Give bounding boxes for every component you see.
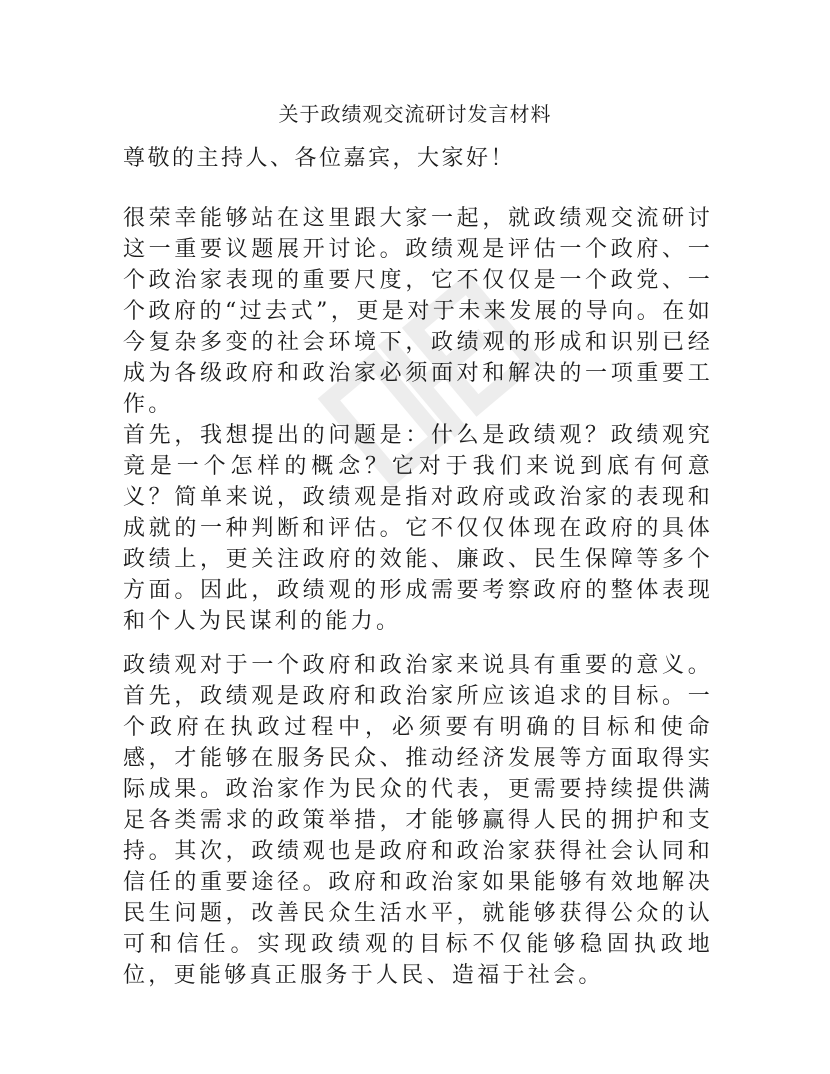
paragraph-significance: 政绩观对于一个政府和政治家来说具有重要的意义。首先，政绩观是政府和政治家所应该追求的目标。一个政府在执政过程中，必须要有明确的目标和使命感，才能够在服务民众、推动经济发展等方面取得实际成果。政治家作为民众的代表，更需要持续提供满足各类需求的政策举措，才能够赢得人民的拥护和支持。其次，政绩观也是政府和政治家获得社会认同和信任的重要途径。政府和政治家如果能够有效地解决民生问题，改善民众生活水平，就能够获得公众的认可和信任。实现政绩观的目标不仅能够稳固执政地位，更能够真正服务于人民、造福于社会。 (123, 653, 713, 988)
paragraph-intro: 很荣幸能够站在这里跟大家一起，就政绩观交流研讨这一重要议题展开讨论。政绩观是评估一个政府、一个政治家表现的重要尺度，它不仅仅是一个政党、一个政府的“过去式”，更是对于未来发展的导向。在如今复杂多变的社会环境下，政绩观的形成和识别已经成为各级政府和政治家必须面对和解决的一项重要工作。 (123, 206, 713, 417)
document-title: 关于政绩观交流研讨发言材料 (278, 102, 552, 126)
paragraph-definition: 首先，我想提出的问题是：什么是政绩观？政绩观究竟是一个怎样的概念？它对于我们来说到底有何意义？简单来说，政绩观是指对政府或政治家的表现和成就的一种判断和评估。它不仅仅体现在政府的具体政绩上，更关注政府的效能、廉政、民生保障等多个方面。因此，政绩观的形成需要考察政府的整体表现和个人为民谋利的能力。 (123, 423, 713, 634)
greeting-line: 尊敬的主持人、各位嘉宾，大家好！ (123, 146, 516, 171)
